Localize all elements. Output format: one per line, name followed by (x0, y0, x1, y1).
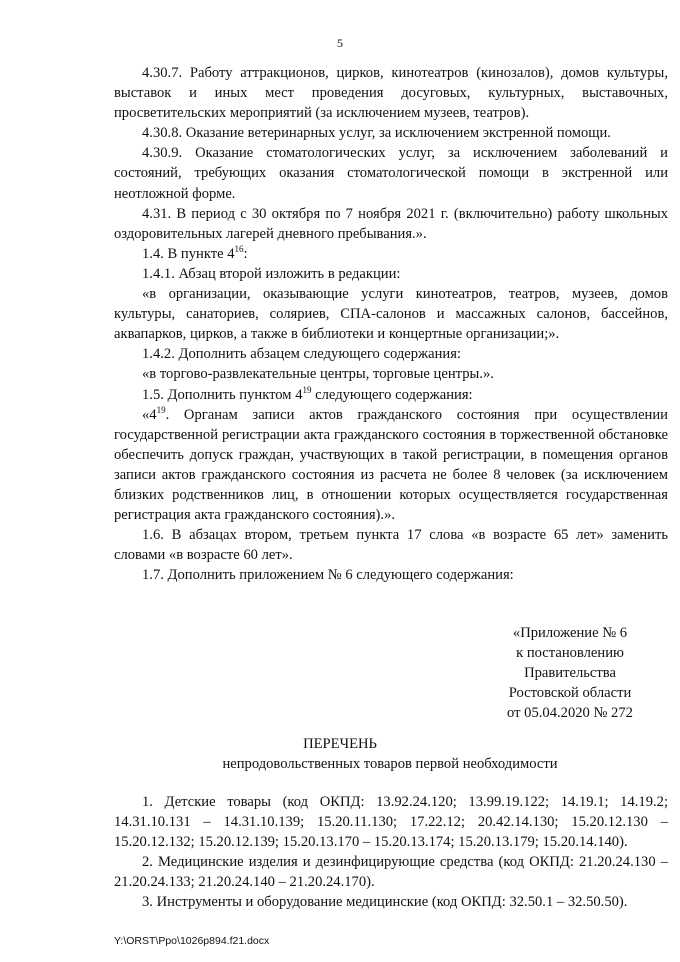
paragraph-4-30-8: 4.30.8. Оказание ветеринарных услуг, за исключением экстренной помощи. (142, 125, 611, 142)
superscript: 19 (156, 404, 166, 415)
paragraph-4-30-9: 4.30.9. Оказание стоматологических услуг, за исключением заболеваний и состояний, требующих оказания стоматологической помощи в экстренной или неотложной форме. (114, 145, 668, 202)
superscript: 16 (234, 243, 244, 254)
list-item: 2. Медицинские изделия и дезинфицирующие средства (код ОКПД: 21.20.24.130 – 21.20.24.133; 21.20.24.140 – 21.20.24.170). (114, 854, 668, 891)
paragraph-1-5 (114, 385, 668, 405)
paragraph-quote-2: «в торгово-развлекательные центры, торговые центры.». (142, 366, 494, 383)
paragraph-4-30-7: 4.30.7. Работу аттракционов, цирков, кинотеатров (кинозалов), домов культуры, выставок и иных мест проведения досуговых, культурных, выставочных, просветительских мероприятий (за исключением музеев, театров). (114, 65, 668, 122)
superscript: 19 (302, 384, 312, 395)
paragraph-1-7: 1.7. Дополнить приложением № 6 следующего содержания: (142, 567, 514, 584)
paragraph-1-4-2: 1.4.2. Дополнить абзацем следующего содержания: (142, 346, 462, 363)
paragraph-1-4-end: : (243, 245, 248, 262)
appendix-line: к постановлению (516, 645, 624, 662)
goods-list (114, 792, 668, 913)
appendix-line: Правительства (524, 665, 616, 682)
paragraph-1-4-1: 1.4.1. Абзац второй изложить в редакции: (142, 265, 401, 282)
list-title: ПЕРЕЧЕНЬ (303, 736, 377, 752)
appendix-line: от 05.04.2020 № 272 (507, 705, 633, 722)
paragraph-1-6: 1.6. В абзацах втором, третьем пункта 17 слова «в возрасте 65 лет» заменить словами «в возрасте 60 лет». (114, 527, 668, 564)
paragraph-1-5-text: 1.5. Дополнить пунктом 4 (142, 386, 303, 403)
appendix-line: Ростовской области (508, 685, 632, 702)
paragraph-4-31: 4.31. В период с 30 октября по 7 ноября 2021 г. (включительно) работу школьных оздоровительных лагерей дневного пребывания.». (114, 205, 668, 242)
appendix-header (480, 623, 660, 723)
paragraph-quote-1: «в организации, оказывающие услуги кинотеатров, театров, музеев, домов культуры, санаториев, соляриев, СПА-салонов и массажных салонов, бассейнов, аквапарков, цирков, а также в библиотеки и концертные организации;». (114, 286, 668, 343)
appendix-line: «Приложение № 6 (512, 625, 628, 641)
list-item: 3. Инструменты и оборудование медицинские (код ОКПД: 32.50.1 – 32.50.50). (142, 894, 628, 911)
list-subtitle: непродовольственных товаров первой необходимости (222, 756, 558, 772)
list-item: 1. Детские товары (код ОКПД: 13.92.24.120; 13.99.19.122; 14.19.1; 14.19.2; 14.31.10.131 – 14.31.10.139; 15.20.11.130; 17.22.12; 20.42.14.130; 15.20.12.130 – 15.20.12.132; 15.20.12.139; 15.20.13.170 – 15.20.13.174; 15.20.13.179; 15.20.14.140). (114, 794, 668, 851)
paragraph-1-4 (114, 244, 668, 264)
paragraph-4-19 (114, 405, 668, 526)
paragraph-1-4-text: 1.4. В пункте 4 (142, 245, 235, 262)
paragraph-4-19-text: . Органам записи актов гражданского состояния при осуществлении государственной регистрации акта гражданского состояния в торжественной обстановке обеспечить допуск граждан, участвующих в такой регистрации, в помещения органов записи актов гражданского состояния из расчета не более 8 человек (за исключением близких родственников лиц, в отношении которых осуществляется государственная регистрация акта гражданского состояния).». (114, 406, 668, 524)
page-number: 5 (337, 36, 343, 50)
file-path: Y:\ORST\Ppo\1026p894.f21.docx (114, 935, 270, 947)
paragraph-1-5-end: следующего содержания: (311, 386, 473, 403)
document-body (114, 63, 668, 585)
paragraph-4-19-start: «4 (142, 406, 157, 423)
